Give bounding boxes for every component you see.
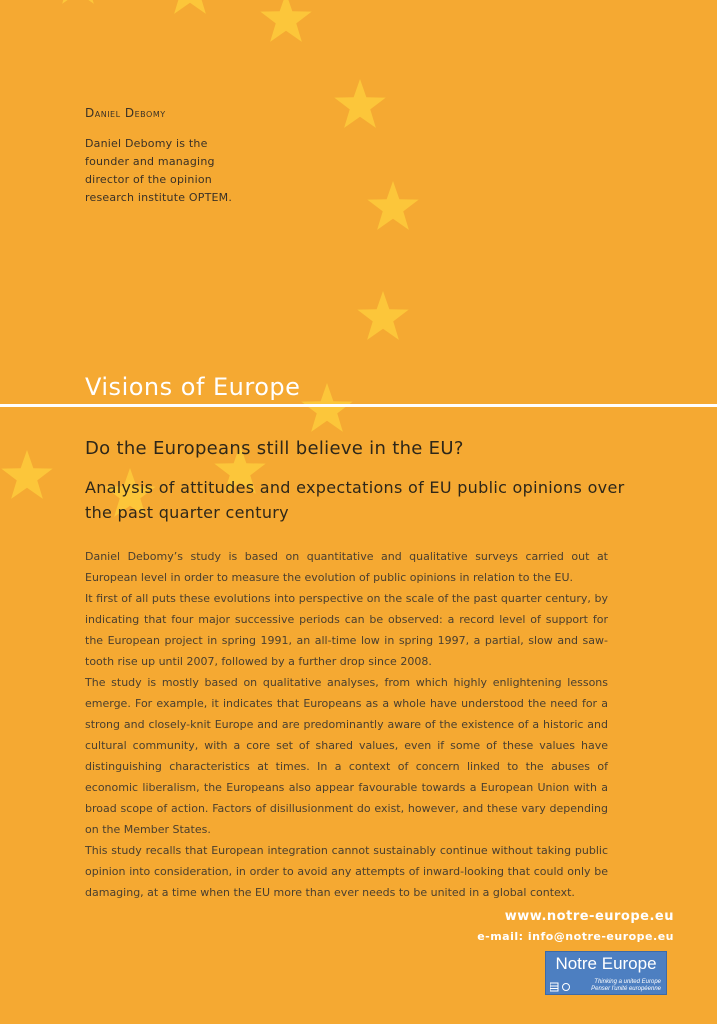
abstract — [85, 546, 608, 903]
email-link[interactable]: e-mail: info@notre-europe.eu — [477, 930, 674, 943]
star-icon — [301, 383, 352, 432]
logo-tagline — [591, 979, 661, 993]
divider — [0, 404, 717, 407]
logo-name: Notre Europe — [555, 954, 657, 973]
star-icon — [334, 79, 385, 128]
star-icon — [1, 450, 52, 499]
page-title: Do the Europeans still believe in the EU? — [85, 438, 464, 459]
star-icon — [260, 0, 311, 42]
author-name: Daniel Debomy — [85, 106, 166, 120]
author-bio: Daniel Debomy is the founder and managing director of the opinion research institute OPTEM. — [85, 137, 233, 204]
website-link[interactable]: www.notre-europe.eu — [504, 909, 674, 924]
series-title: Visions of Europe — [85, 373, 301, 401]
abstract-paragraph: Daniel Debomy’s study is based on quantitative and qualitative surveys carried out at European level in order to measure the evolution of public opinions in relation to the EU. — [85, 550, 608, 584]
page-subtitle: Analysis of attitudes and expectations of EU public opinions over the past quarter century — [85, 478, 625, 522]
abstract-paragraph: It first of all puts these evolutions into perspective on the scale of the past quarter century, by indicating that four major successive periods can be observed: a record level of support for the European project in spring 1991, an all-time low in spring 1997, a partial, slow and saw-tooth rise up until 2007, followed by a further drop since 2008. — [85, 592, 608, 668]
logo-tagline-en: Thinking a united Europe — [594, 979, 661, 985]
logo-mark-icon — [550, 982, 572, 992]
star-icon — [367, 181, 418, 230]
abstract-paragraph: This study recalls that European integration cannot sustainably continue without taking public opinion into consideration, in order to avoid any attempts of inward-looking that could only be damaging, at a time when the EU more than ever needs to be united in a global context. — [85, 844, 608, 899]
star-icon — [164, 0, 215, 14]
abstract-paragraph: The study is mostly based on qualitative analyses, from which highly enlightening lessons emerge. For example, it indicates that Europeans as a whole have understood the need for a strong and closely-knit Europe and are predominantly aware of the existence of a historic and cultural community, with a core set of shared values, even if some of these values have distinguishing characteristics at times. In a context of concern linked to the abuses of economic liberalism, the Europeans also appear favourable towards a European Union with a broad scope of action. Factors of disillusionment do exist, however, and these vary depending on the Member States. — [85, 676, 608, 836]
star-icon — [357, 291, 408, 340]
notre-europe-logo — [545, 951, 667, 995]
star-icon — [52, 0, 103, 4]
logo-tagline-fr: Penser l'unité européenne — [591, 986, 661, 992]
